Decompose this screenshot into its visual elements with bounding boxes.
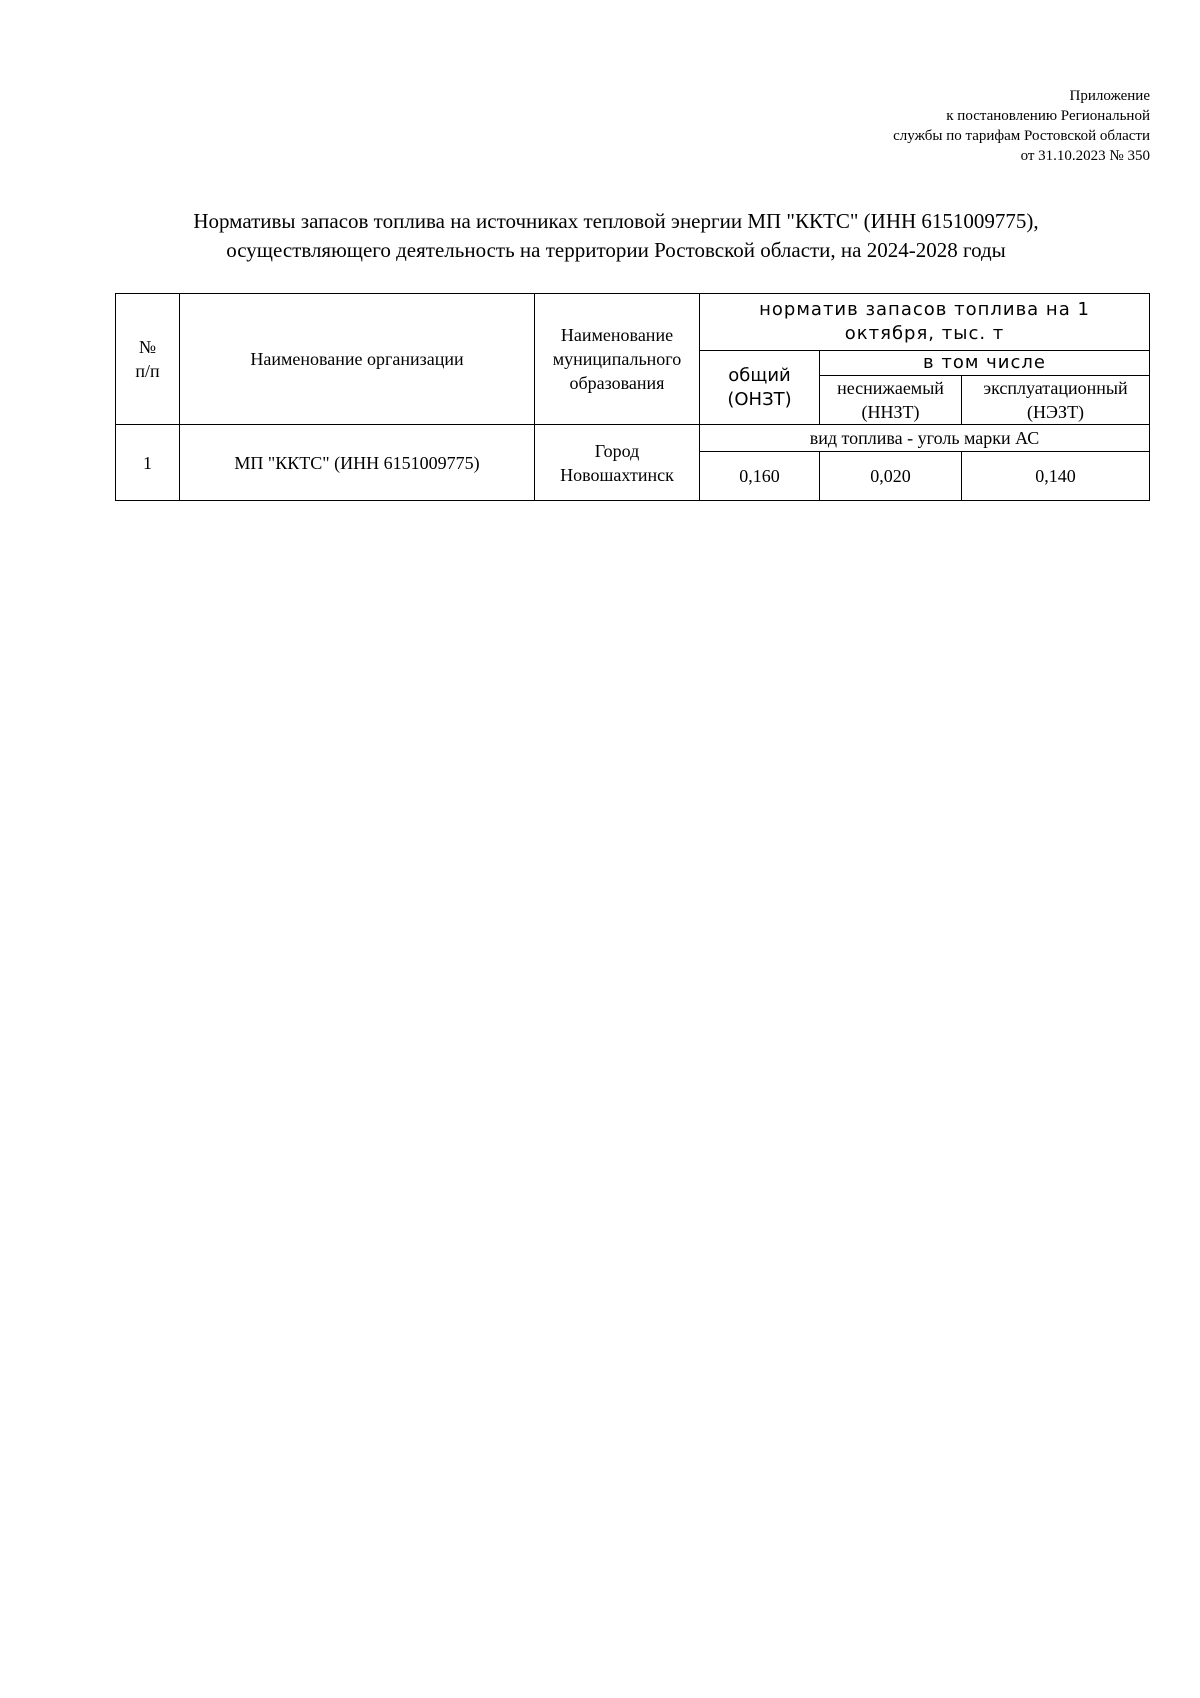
cell-operational: 0,140 [962,452,1150,501]
header-municipality-line-2: муниципального [552,349,682,369]
cell-num: 1 [116,425,180,501]
appendix-line-2: к постановлению Региональной [946,108,1150,124]
header-total-line-2: (ОНЗТ) [727,388,792,410]
header-org: Наименование организации [180,294,535,425]
header-operational [962,376,1150,425]
table-row [116,425,1150,452]
header-municipality-line-1: Наименование [560,325,674,345]
header-row-1 [116,294,1150,351]
appendix-line-4: от 31.10.2023 № 350 [1020,148,1150,164]
header-nonreducible-line-2: (ННЗТ) [861,402,920,422]
cell-total: 0,160 [700,452,820,501]
header-norm-line-2: октября, тыс. т [844,323,1005,344]
header-num [116,294,180,425]
cell-fuel-type: вид топлива - уголь марки АС [700,425,1150,452]
appendix-line-1: Приложение [1069,88,1150,104]
header-operational-line-2: (НЭЗТ) [1026,402,1085,422]
header-municipality-line-3: образования [569,373,665,393]
title-line-1: Нормативы запасов топлива на источниках тепловой энергии МП "ККТС" (ИНН 6151009775), [193,209,1039,233]
appendix-line-3: службы по тарифам Ростовской области [893,128,1150,144]
fuel-norms-table [115,293,1150,501]
header-including: в том числе [820,351,1150,376]
cell-nonreducible: 0,020 [820,452,962,501]
header-operational-line-1: эксплуатационный [983,378,1128,398]
document-title [116,207,1116,265]
header-municipality [535,294,700,425]
cell-org: МП "ККТС" (ИНН 6151009775) [180,425,535,501]
cell-municipality [535,425,700,501]
header-total [700,351,820,425]
title-line-2: осуществляющего деятельность на территории Ростовской области, на 2024-2028 годы [226,238,1006,262]
appendix-block [730,86,1150,166]
header-nonreducible [820,376,962,425]
header-total-line-1: общий [728,364,791,386]
header-norm-line-1: норматив запасов топлива на 1 [759,299,1090,320]
header-nonreducible-line-1: неснижаемый [837,378,944,398]
header-norm [700,294,1150,351]
cell-municipality-line-2: Новошахтинск [560,464,674,485]
header-num-line-2: п/п [135,361,160,381]
cell-municipality-line-1: Город [594,440,640,461]
header-num-line-1: № [138,337,157,357]
